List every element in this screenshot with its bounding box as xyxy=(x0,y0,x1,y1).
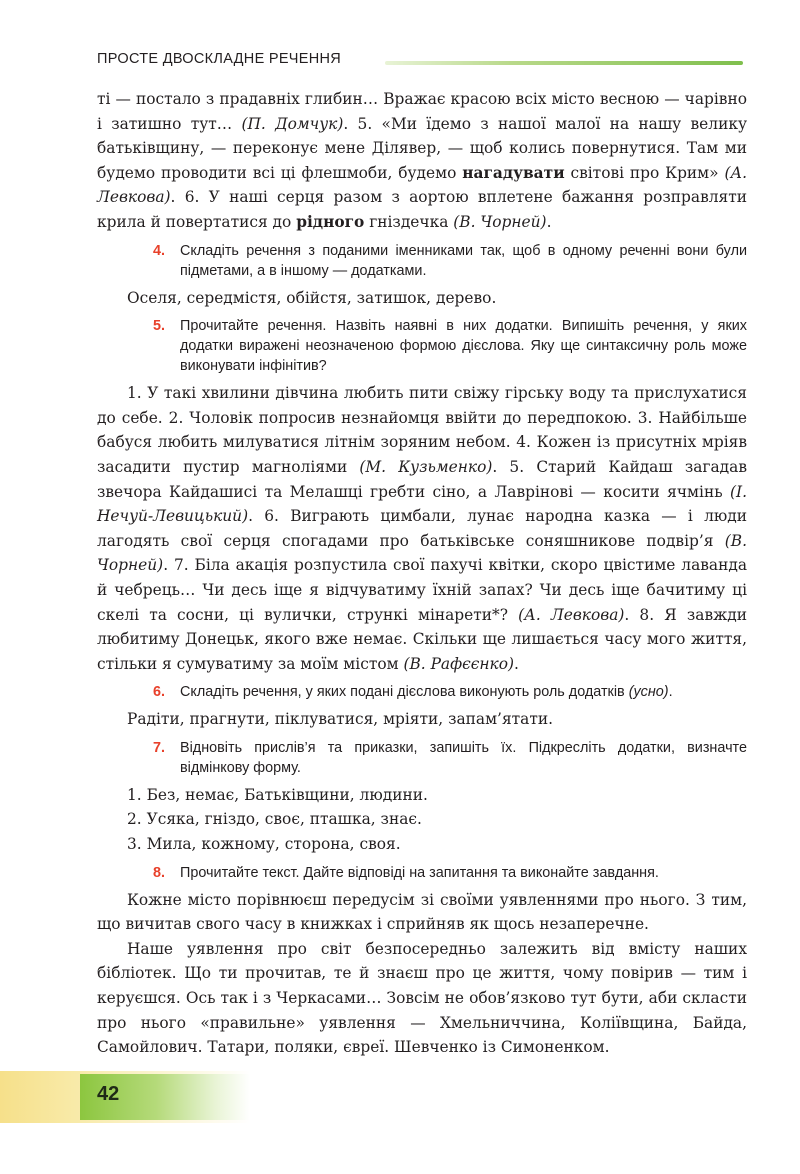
task-5 xyxy=(97,316,747,376)
source-citation: (А. Левкова) xyxy=(97,163,747,207)
header-rule xyxy=(385,61,743,65)
list-item: 1. Без, немає, Батьківщини, людини. xyxy=(127,785,428,804)
task-8 xyxy=(97,863,747,883)
page-content xyxy=(97,87,747,1060)
bold-word: рідного xyxy=(296,212,365,231)
source-citation: (А. Левкова) xyxy=(518,605,625,624)
page-number: 42 xyxy=(97,1083,120,1105)
source-citation: (І. Нечуй-Левицький) xyxy=(97,482,747,526)
task-number: 6. xyxy=(153,684,166,701)
chapter-title: ПРОСТЕ ДВОСКЛАДНЕ РЕЧЕННЯ xyxy=(97,51,342,67)
page-header xyxy=(97,51,747,73)
task-instruction: Складіть речення, у яких подані дієслова виконують роль додатків (усно). xyxy=(180,684,673,701)
intro-paragraph: ті — постало з прадавніх глибин… Вражає красою всіх місто весною — чарівно і затишно тут… (П. Домчук). 5. «Ми їдемо з нашої малої на нашу велику батьківщину, — переконує мене Ділявер, — щоб колись повернутися. Там ми будемо проводити всі ці флешмоби, будемо нагадувати світові про Крим» (А. Левкова). 6. У наші серця разом з аортою вплетене бажання розправляти крила й повертатися до рідного гніздечка (В. Чорней). xyxy=(97,90,748,231)
source-citation: (В. Чорней) xyxy=(97,531,747,575)
task-number: 4. xyxy=(153,242,166,259)
task-5-sentences: 1. У такі хвилини дівчина любить пити свіжу гірську воду та прислухатися до себе. 2. Чоловік попросив незнайомця ввійти до передпокою. 3. Найбільше бабуся любить милуватися літнім зоряним небом. 4. Кожен із присутніх мріяв засадити пустир магноліями (М. Кузьменко). 5. Старий Кайдаш загадав звечора Кайдашисі та Мелашці гребти сіно, а Лаврінові — косити ячмінь (І. Нечуй-Левицький). 6. Виграють цимбали, лунає народна казка — і люди лагодять свої серця спогадами про батьківське соняшникове подвір’я (В. Чорней). 7. Біла акація розпустила свої пахучі квітки, скоро цвістиме лаванда й чебрець… Чи десь іще я відчуватиму їхній запах? Чи десь іще бачитиму ці скелі та сосни, ці вулички, стрункі мінарети*? (А. Левкова). 8. Я завжди любитиму Донецьк, якого вже немає. Скільки ще лишається часу мого життя, стільки я сумуватиму за моїм містом (В. Рафєєнко). xyxy=(97,384,747,673)
task-instruction: Прочитайте речення. Назвіть наявні в них додатки. Випишіть речення, у яких додатки виражені неозначеною формою дієслова. Яку ще синтаксичну роль може виконувати інфінітив? xyxy=(180,318,747,375)
text-paragraph: Кожне місто порівнюєш передусім зі своїми уявленнями про нього. З тим, що вичитав свого часу в книжках і сприйняв як щось незаперечне. xyxy=(97,890,747,934)
task-number: 8. xyxy=(153,864,166,881)
task-4-words: Оселя, середмістя, обійстя, затишок, дерево. xyxy=(127,288,497,307)
list-item: 2. Усяка, гніздо, своє, пташка, знає. xyxy=(127,810,422,829)
task-instruction: Прочитайте текст. Дайте відповіді на запитання та виконайте завдання. xyxy=(180,864,659,881)
bold-word: нагадувати xyxy=(462,163,565,182)
task-instruction: Складіть речення з поданими іменниками так, щоб в одному реченні вони були підметами, а в іншому — додатками. xyxy=(180,242,747,279)
source-citation: (В. Чорней) xyxy=(453,212,547,231)
task-4 xyxy=(97,241,747,281)
source-citation: (М. Кузьменко) xyxy=(359,457,493,476)
task-number: 7. xyxy=(153,739,166,756)
list-item: 3. Мила, кожному, сторона, своя. xyxy=(127,835,401,854)
source-citation: (В. Рафєєнко) xyxy=(403,654,514,673)
task-6-words: Радіти, прагнути, піклуватися, мріяти, запам’ятати. xyxy=(127,710,554,729)
text-paragraph: Наше уявлення про світ безпосередньо залежить від вмісту наших бібліотек. Що ти прочитав, те й знаєш про це життя, чому повірив — тим і керуєшся. Ось так і з Черкасами… Зовсім не обов’язково тут бути, аби скласти про нього «правильне» уявлення — Хмельниччина, Коліївщина, Байда, Самойлович. Татари, поляки, євреї. Шевченко із Симоненком. xyxy=(97,939,747,1057)
task-number: 5. xyxy=(153,318,166,335)
task-instruction: Відновіть прислів’я та приказки, запишіть їх. Підкресліть додатки, визначте відмінкову форму. xyxy=(180,739,747,776)
task-note: (усно) xyxy=(628,684,669,701)
task-6 xyxy=(97,682,747,702)
source-citation: (П. Домчук) xyxy=(241,114,344,133)
task-7 xyxy=(97,738,747,778)
